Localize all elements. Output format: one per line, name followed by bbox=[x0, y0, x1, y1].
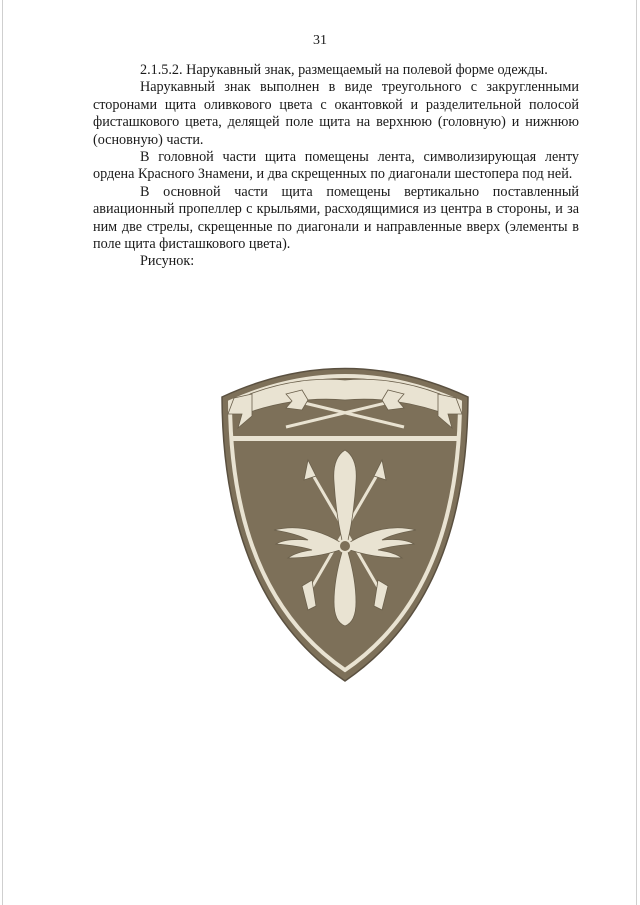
paragraph-figure-caption: Рисунок: bbox=[140, 253, 195, 270]
sleeve-insignia-emblem bbox=[216, 354, 474, 684]
paragraph-shape-description: Нарукавный знак выполнен в виде треугольного с закругленными сторонами щита оливкового цвета с окантовкой и разделительной полосой фисташкового цвета, делящей поле щита на верхнюю (головную) и нижнюю (основную) части. bbox=[93, 79, 579, 148]
paragraph-head-part: В головной части щита помещены лента, символизирующая ленту ордена Красного Знамени, и два скрещенных по диагонали шестопера под ней. bbox=[93, 149, 579, 183]
scan-edge-left bbox=[2, 0, 3, 905]
shield-divider-stripe bbox=[230, 436, 460, 441]
paragraph-heading: 2.1.5.2. Нарукавный знак, размещаемый на полевой форме одежды. bbox=[140, 62, 548, 78]
scan-edge-right bbox=[636, 0, 637, 905]
paragraph-main-part: В основной части щита помещены вертикально поставленный авиационный пропеллер с крыльями, расходящимися из центра в стороны, и за ним две стрелы, скрещенные по диагонали и направленные вверх (элементы в поле щита фисташкового цвета). bbox=[93, 183, 579, 253]
page-number: 31 bbox=[313, 33, 327, 48]
document-text bbox=[93, 62, 579, 271]
sleeve-insignia-figure bbox=[216, 354, 474, 684]
